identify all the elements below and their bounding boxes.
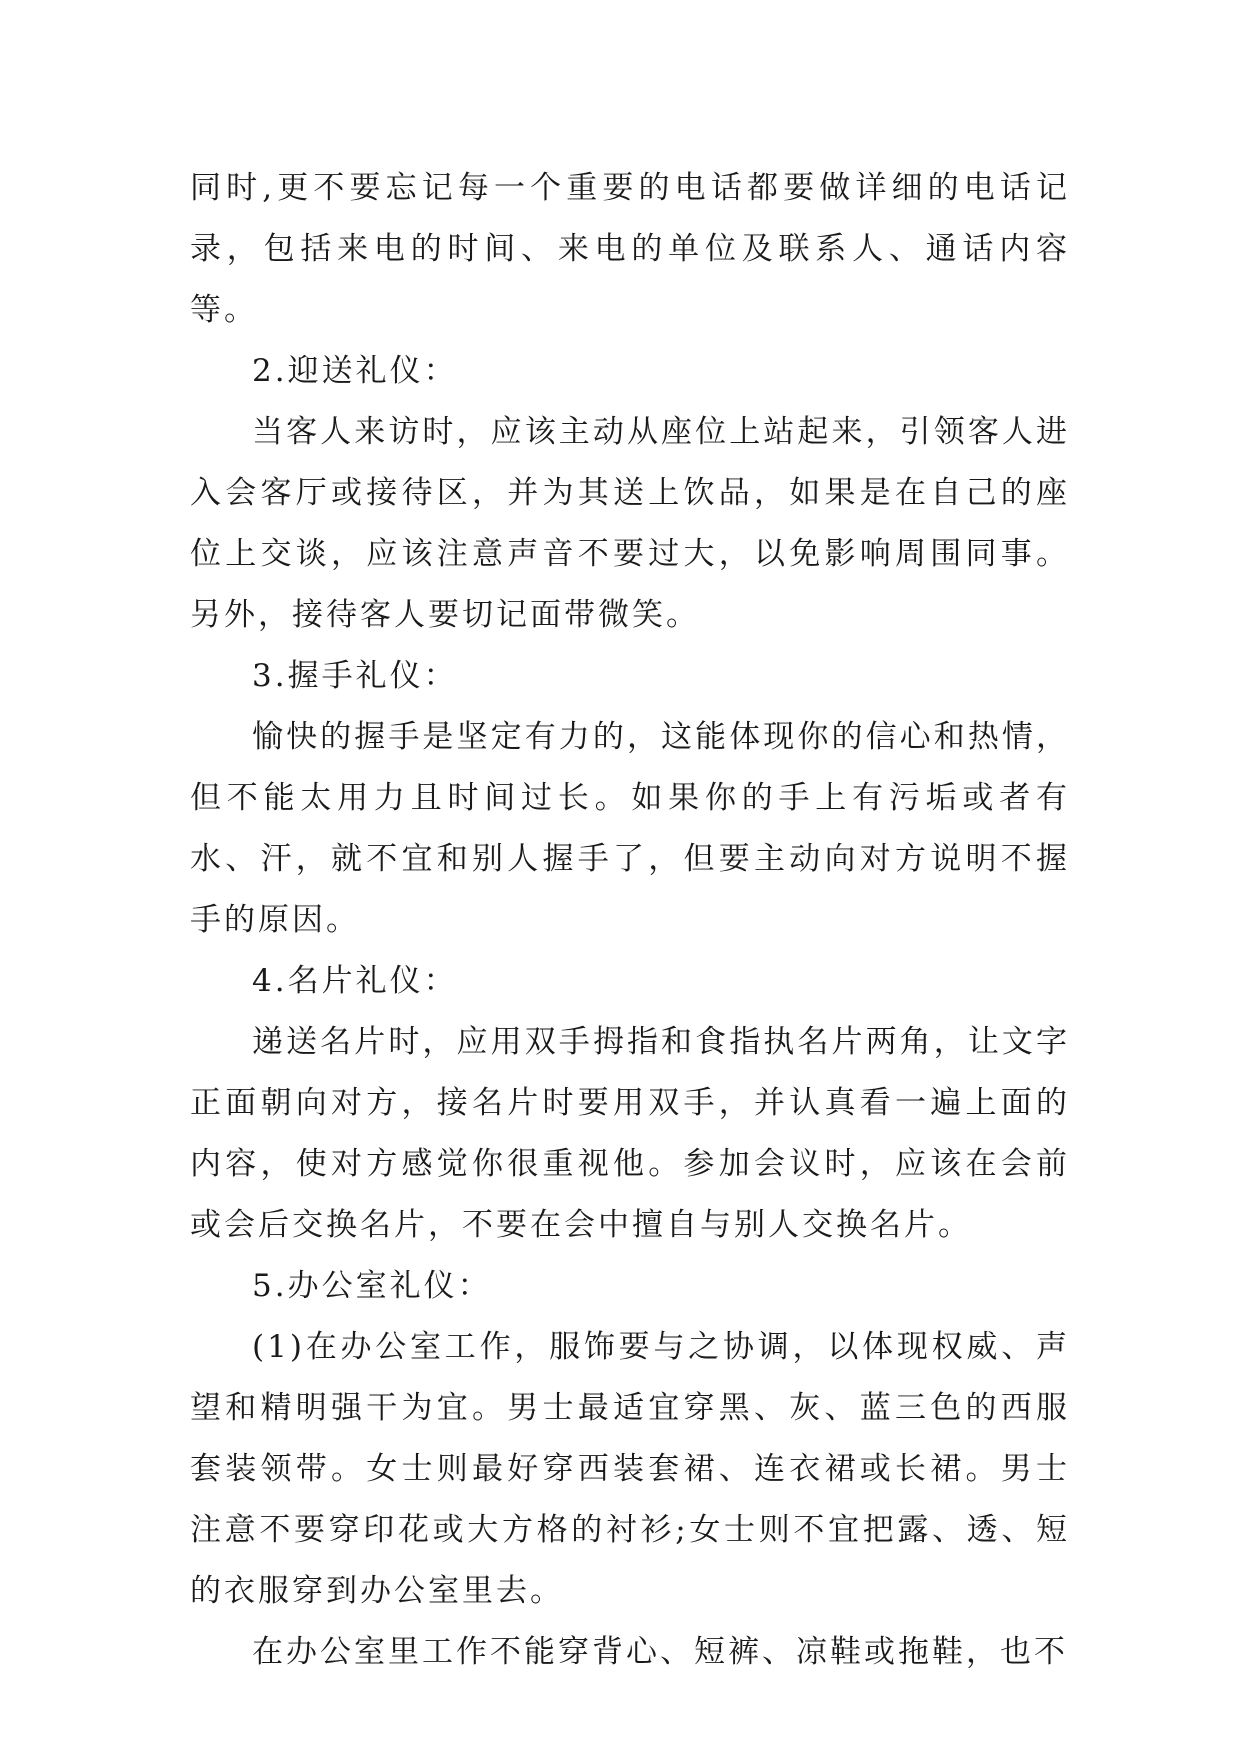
paragraph-phone-record: 同时,更不要忘记每一个重要的电话都要做详细的电话记录，包括来电的时间、来电的单位及联系人、通话内容等。 <box>190 170 1070 328</box>
document-body <box>190 158 1070 1683</box>
paragraph-handshake-etiquette: 愉快的握手是坚定有力的，这能体现你的信心和热情，但不能太用力且时间过长。如果你的手上有污垢或者有水、汗，就不宜和别人握手了，但要主动向对方说明不握手的原因。 <box>190 719 1070 938</box>
paragraph-reception-etiquette: 当客人来访时，应该主动从座位上站起来，引领客人进入会客厅或接待区，并为其送上饮品，如果是在自己的座位上交谈，应该注意声音不要过大，以免影响周围同事。另外，接待客人要切记面带微笑。 <box>190 414 1070 633</box>
heading-business-card-etiquette: 4.名片礼仪： <box>252 963 458 999</box>
heading-office-etiquette: 5.办公室礼仪： <box>252 1268 492 1304</box>
paragraph-business-card-etiquette: 递送名片时，应用双手拇指和食指执名片两角，让文字正面朝向对方，接名片时要用双手，并认真看一遍上面的内容，使对方感觉你很重视他。参加会议时，应该在会前或会后交换名片，不要在会中擅自与别人交换名片。 <box>190 1024 1070 1243</box>
paragraph-office-attire-restrictions: 在办公室里工作不能穿背心、短裤、凉鞋或拖鞋，也不 <box>252 1634 1068 1670</box>
heading-reception-etiquette: 2.迎送礼仪： <box>252 353 458 389</box>
paragraph-office-dress: (1)在办公室工作，服饰要与之协调，以体现权威、声望和精明强干为宜。男士最适宜穿黑、灰、蓝三色的西服套装领带。女士则最好穿西装套裙、连衣裙或长裙。男士注意不要穿印花或大方格的衬衫;女士则不宜把露、透、短的衣服穿到办公室里去。 <box>190 1329 1070 1609</box>
heading-handshake-etiquette: 3.握手礼仪： <box>252 658 458 694</box>
